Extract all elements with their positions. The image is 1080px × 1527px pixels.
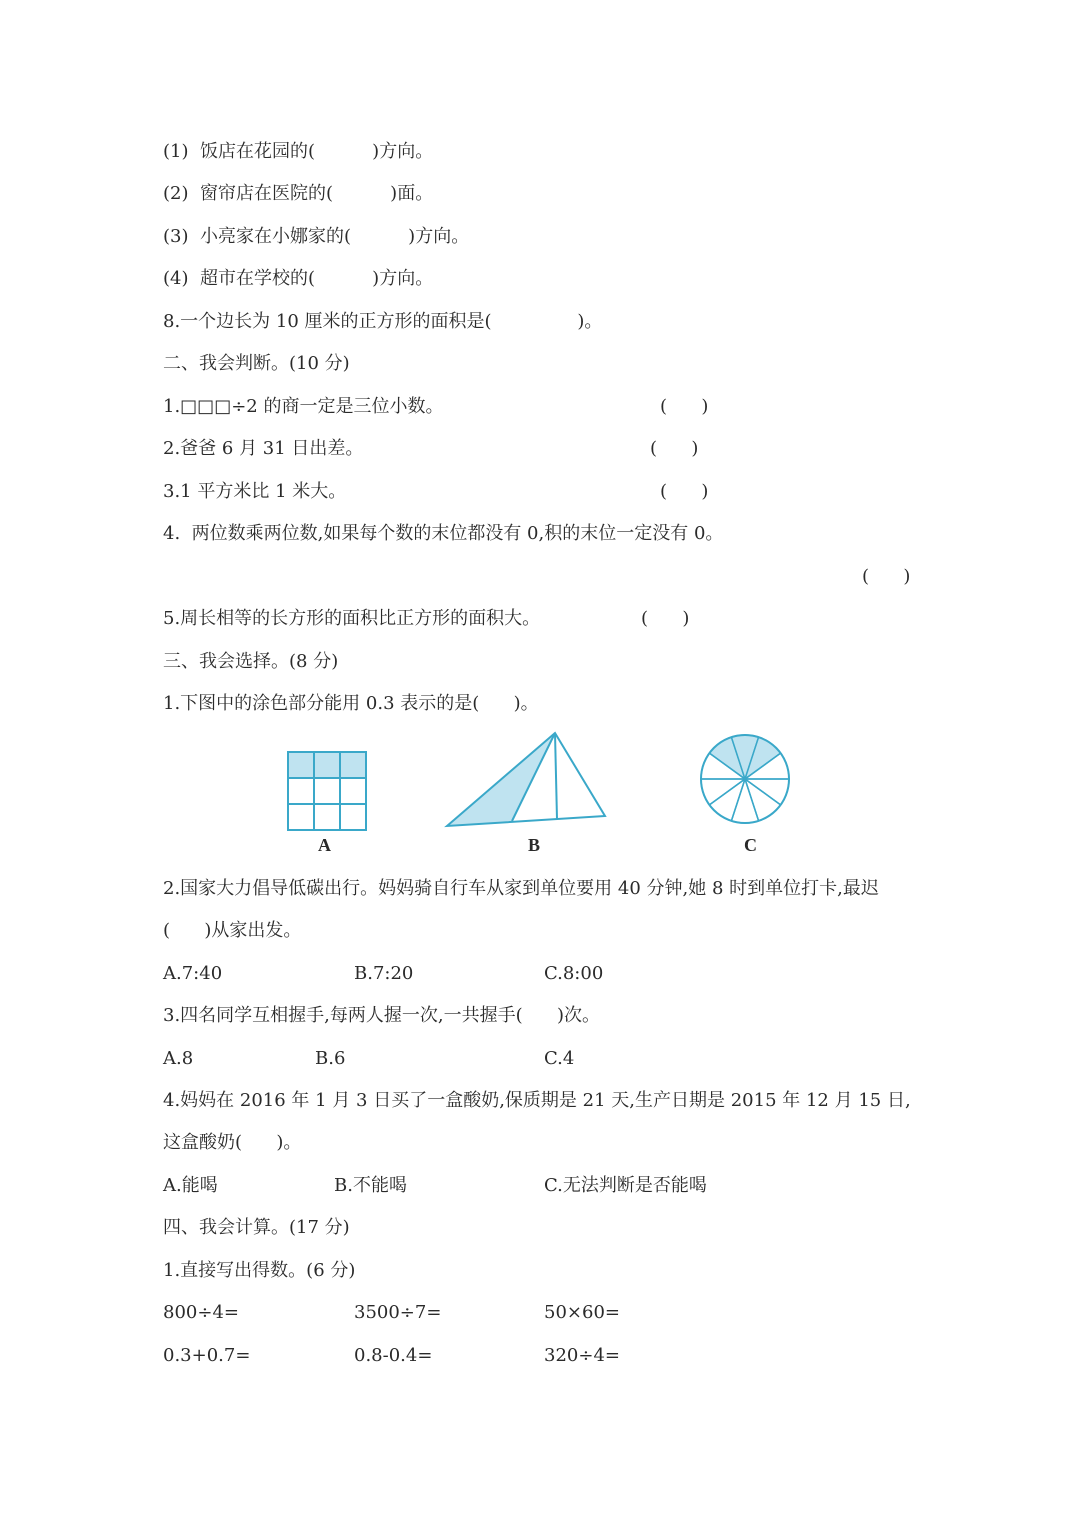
figure-c-label: C <box>744 835 757 855</box>
judge-item-3: 3.1 平方米比 1 米大。 <box>163 481 347 502</box>
choice-q2-option-c[interactable]: C.8:00 <box>544 963 604 984</box>
judge-paren-4[interactable]: ( ) <box>862 566 911 587</box>
section-4-title: 四、我会计算。(17 分) <box>163 1217 350 1238</box>
choice-q4-line1: 4.妈妈在 2016 年 1 月 3 日买了一盒酸奶,保质期是 21 天,生产日期是 2015 年 12 月 15 日, <box>163 1090 911 1111</box>
calc-r2-c2: 0.8-0.4= <box>354 1345 433 1366</box>
figure-a-shaded-row <box>288 752 366 778</box>
judge-paren-1[interactable]: ( ) <box>660 396 709 417</box>
figure-b-triangle <box>445 731 610 831</box>
figure-a-label: A <box>318 835 331 855</box>
choice-q4-line2: 这盒酸奶( )。 <box>163 1132 302 1153</box>
direction-q2: (2) 窗帘店在医院的( )面。 <box>163 183 434 204</box>
choice-q1: 1.下图中的涂色部分能用 0.3 表示的是( )。 <box>163 693 539 714</box>
choice-q2-option-a[interactable]: A.7:40 <box>163 963 223 984</box>
calc-r2-c1: 0.3+0.7= <box>163 1345 251 1366</box>
choice-q2-line2: ( )从家出发。 <box>163 920 302 941</box>
choice-q3: 3.四名同学互相握手,每两人握一次,一共握手( )次。 <box>163 1005 600 1026</box>
calc-r1-c1: 800÷4= <box>163 1302 239 1323</box>
section-3-title: 三、我会选择。(8 分) <box>163 651 339 672</box>
judge-paren-3[interactable]: ( ) <box>660 481 709 502</box>
direction-q4: (4) 超市在学校的( )方向。 <box>163 268 434 289</box>
calc-r1-c2: 3500÷7= <box>354 1302 442 1323</box>
calc-r1-c3: 50×60= <box>544 1302 620 1323</box>
judge-item-1: 1.□□□÷2 的商一定是三位小数。 <box>163 396 444 417</box>
choice-q4-option-a[interactable]: A.能喝 <box>163 1175 218 1196</box>
judge-item-2: 2.爸爸 6 月 31 日出差。 <box>163 438 364 459</box>
judge-paren-5[interactable]: ( ) <box>641 608 690 629</box>
choice-q2-line1: 2.国家大力倡导低碳出行。妈妈骑自行车从家到单位要用 40 分钟,她 8 时到单位打卡,最迟 <box>163 878 879 899</box>
choice-q3-option-c[interactable]: C.4 <box>544 1048 575 1069</box>
choice-q3-option-a[interactable]: A.8 <box>163 1048 194 1069</box>
choice-q4-option-b[interactable]: B.不能喝 <box>334 1175 407 1196</box>
choice-q2-option-b[interactable]: B.7:20 <box>354 963 414 984</box>
section-2-title: 二、我会判断。(10 分) <box>163 353 350 374</box>
figure-a-grid <box>288 752 368 832</box>
judge-paren-2[interactable]: ( ) <box>650 438 699 459</box>
calc-sub-1: 1.直接写出得数。(6 分) <box>163 1260 356 1281</box>
direction-q3: (3) 小亮家在小娜家的( )方向。 <box>163 226 470 247</box>
choice-q4-option-c[interactable]: C.无法判断是否能喝 <box>544 1175 707 1196</box>
figure-c-sector <box>709 779 745 821</box>
judge-item-4: 4. 两位数乘两位数,如果每个数的末位都没有 0,积的末位一定没有 0。 <box>163 523 724 544</box>
judge-item-5: 5.周长相等的长方形的面积比正方形的面积大。 <box>163 608 541 629</box>
figure-c-sector <box>745 779 781 821</box>
direction-q1: (1) 饭店在花园的( )方向。 <box>163 141 434 162</box>
figure-b-label: B <box>528 835 541 855</box>
choice-q3-option-b[interactable]: B.6 <box>315 1048 346 1069</box>
calc-r2-c3: 320÷4= <box>544 1345 620 1366</box>
figure-c-circle <box>698 732 792 826</box>
question-8: 8.一个边长为 10 厘米的正方形的面积是( )。 <box>163 311 603 332</box>
